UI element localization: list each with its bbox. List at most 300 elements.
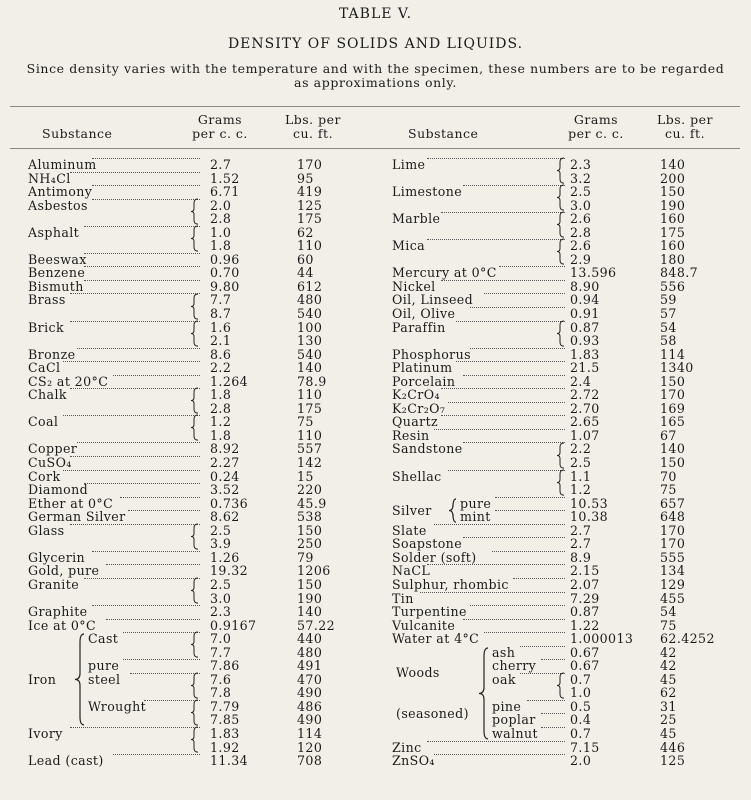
right-table-row xyxy=(370,551,735,565)
lbs-value: 490 xyxy=(297,712,323,728)
substance-name: CuSO₄ xyxy=(28,455,72,471)
range-brace xyxy=(190,319,200,351)
substance-name: Porcelain xyxy=(392,373,456,389)
grams-value: 1.92 xyxy=(210,739,240,755)
left-table-row xyxy=(0,605,365,619)
grams-value: 1.8 xyxy=(210,427,232,443)
substance-name: Sandstone xyxy=(392,441,463,457)
lbs-value: 114 xyxy=(660,346,686,362)
grams-value: 2.7 xyxy=(570,522,592,538)
grams-value: 0.67 xyxy=(570,644,600,660)
left-table-row xyxy=(0,537,365,551)
substance-name: Aluminum xyxy=(28,157,97,172)
substance-name: Lead (cast) xyxy=(28,753,104,769)
left-table-row xyxy=(0,510,365,524)
dot-leader xyxy=(463,375,565,376)
substance-name: Quartz xyxy=(392,414,439,430)
right-table-row xyxy=(370,727,735,741)
right-table-row xyxy=(370,199,735,213)
substance-name: CaCl xyxy=(28,360,61,376)
left-table-row xyxy=(0,564,365,578)
dot-leader xyxy=(63,361,200,362)
right-table-row xyxy=(370,348,735,362)
substance-name: Water at 4°C xyxy=(392,631,480,647)
right-table-row xyxy=(370,537,735,551)
substance-name: K₂Cr₂O₇ xyxy=(392,400,446,416)
lbs-value: 200 xyxy=(660,170,686,186)
grams-value: 0.5 xyxy=(570,698,592,714)
dot-leader xyxy=(484,632,565,633)
grams-value: 1.264 xyxy=(210,373,249,389)
right-table-row xyxy=(370,293,735,307)
lbs-value: 170 xyxy=(660,387,686,403)
dot-leader xyxy=(113,754,200,755)
substance-name: K₂CrO₄ xyxy=(392,387,440,403)
lbs-value: 190 xyxy=(297,590,323,606)
right-table-row xyxy=(370,334,735,348)
right-table-row xyxy=(370,564,735,578)
left-table-row xyxy=(0,483,365,497)
lbs-value: 165 xyxy=(660,414,686,430)
grams-value: 8.92 xyxy=(210,441,240,457)
substance-name: Ice at 0°C xyxy=(28,617,97,633)
grams-value: 0.9167 xyxy=(210,617,257,633)
grams-value: 8.62 xyxy=(210,509,240,525)
right-table-row xyxy=(370,321,735,335)
dot-leader xyxy=(427,741,565,742)
dot-leader xyxy=(427,158,565,159)
lbs-value: 125 xyxy=(660,753,686,769)
substance-name: Ivory xyxy=(28,725,63,741)
left-table-row xyxy=(0,524,365,538)
grams-value: 7.15 xyxy=(570,739,600,755)
left-table-row xyxy=(0,727,365,741)
range-brace xyxy=(190,576,200,608)
range-brace xyxy=(556,237,566,269)
substance-name: Ether at 0°C xyxy=(28,495,114,511)
left-lbs-header: Lbs. per cu. ft. xyxy=(284,112,342,141)
left-table-row xyxy=(0,253,365,267)
right-table-row xyxy=(370,239,735,253)
substance-name: mint xyxy=(460,509,491,525)
grams-value: 8.9 xyxy=(570,549,592,565)
lbs-value: 67 xyxy=(660,427,677,443)
dot-leader xyxy=(470,307,565,308)
right-table-row xyxy=(370,212,735,226)
grams-value: 2.8 xyxy=(210,400,232,416)
range-brace xyxy=(556,319,566,351)
lbs-value: 57 xyxy=(660,306,677,322)
substance-name: Mercury at 0°C xyxy=(392,265,497,281)
right-table-row xyxy=(370,361,735,375)
substance-name: Platinum xyxy=(392,360,453,376)
left-table-row xyxy=(0,307,365,321)
grams-value: 0.87 xyxy=(570,319,600,335)
dot-leader xyxy=(84,578,200,579)
left-table-row xyxy=(0,280,365,294)
grams-value: 2.3 xyxy=(570,157,592,172)
dot-leader xyxy=(470,605,565,606)
dot-leader xyxy=(520,646,565,647)
dot-leader xyxy=(70,321,200,322)
grams-value: 7.7 xyxy=(210,292,232,308)
right-table-row xyxy=(370,185,735,199)
dot-leader xyxy=(113,375,200,376)
lbs-value: 140 xyxy=(660,157,686,172)
lbs-value: 657 xyxy=(660,495,686,511)
left-table-row xyxy=(0,158,365,172)
lbs-value: 95 xyxy=(297,170,314,186)
grams-value: 19.32 xyxy=(210,563,249,579)
dot-leader xyxy=(128,510,200,511)
dot-leader xyxy=(70,388,200,389)
dot-leader xyxy=(456,321,565,322)
left-table-row xyxy=(0,442,365,456)
lbs-value: 555 xyxy=(660,549,686,565)
right-table-row xyxy=(370,266,735,280)
left-substance-header: Substance xyxy=(42,126,113,141)
silver-group-label: Silver xyxy=(392,502,432,518)
grams-value: 0.87 xyxy=(570,604,600,620)
lbs-value: 25 xyxy=(660,712,677,728)
right-table-row xyxy=(370,388,735,402)
substance-name: Limestone xyxy=(392,184,463,200)
dot-leader xyxy=(77,442,200,443)
substance-name: Glycerin xyxy=(28,549,86,565)
lbs-value: 540 xyxy=(297,346,323,362)
substance-name: Copper xyxy=(28,441,78,457)
grams-value: 1.0 xyxy=(210,224,232,240)
grams-value: 1.000013 xyxy=(570,631,634,647)
lbs-value: 57.22 xyxy=(297,617,336,633)
lbs-value: 42 xyxy=(660,658,677,674)
grams-value: 8.90 xyxy=(570,278,600,294)
grams-value: 0.7 xyxy=(570,725,592,741)
right-table-row xyxy=(370,741,735,755)
lbs-value: 1340 xyxy=(660,360,694,376)
grams-value: 7.85 xyxy=(210,712,240,728)
grams-value: 13.596 xyxy=(570,265,617,281)
dot-leader xyxy=(123,659,200,660)
lbs-value: 60 xyxy=(297,251,314,267)
grams-value: 2.6 xyxy=(570,238,592,254)
grams-value: 1.22 xyxy=(570,617,600,633)
dot-leader xyxy=(463,185,565,186)
grams-value: 11.34 xyxy=(210,753,249,769)
lbs-value: 45 xyxy=(660,725,677,741)
dot-leader xyxy=(123,632,200,633)
grams-value: 2.5 xyxy=(570,184,592,200)
grams-value: 2.7 xyxy=(570,536,592,552)
right-table-row xyxy=(370,280,735,294)
lbs-value: 180 xyxy=(660,251,686,267)
grams-value: 7.6 xyxy=(210,671,232,687)
dot-leader xyxy=(463,537,565,538)
lbs-value: 110 xyxy=(297,427,323,443)
table-number: TABLE V. xyxy=(338,6,413,22)
lbs-value: 250 xyxy=(297,536,323,552)
substance-name: Marble xyxy=(392,211,441,227)
dot-leader xyxy=(106,619,200,620)
grams-value: 2.0 xyxy=(210,197,232,213)
lbs-value: 648 xyxy=(660,509,686,525)
left-table-row xyxy=(0,239,365,253)
group-brace xyxy=(448,497,458,524)
left-table-row xyxy=(0,470,365,484)
substance-name: Gold, pure xyxy=(28,563,100,579)
lbs-value: 15 xyxy=(297,468,314,484)
grams-value: 2.15 xyxy=(570,563,600,579)
substance-name: steel xyxy=(88,671,121,687)
substance-name: pure xyxy=(88,658,120,674)
right-table-row xyxy=(370,226,735,240)
lbs-value: 540 xyxy=(297,306,323,322)
substance-name: Brick xyxy=(28,319,64,335)
substance-name: pure xyxy=(460,495,492,511)
right-table-row xyxy=(370,307,735,321)
grams-value: 0.67 xyxy=(570,658,600,674)
substance-name: Paraffin xyxy=(392,319,446,335)
lbs-value: 62 xyxy=(297,224,314,240)
grams-value: 1.6 xyxy=(210,319,232,335)
dot-leader xyxy=(484,293,565,294)
grams-value: 2.4 xyxy=(570,373,592,389)
lbs-value: 75 xyxy=(297,414,314,430)
grams-value: 7.86 xyxy=(210,658,240,674)
dot-leader xyxy=(84,226,200,227)
lbs-value: 150 xyxy=(297,576,323,592)
grams-value: 9.80 xyxy=(210,278,240,294)
dot-leader xyxy=(92,551,200,552)
lbs-value: 59 xyxy=(660,292,677,308)
right-table-row xyxy=(370,172,735,186)
substance-name: walnut xyxy=(492,725,538,741)
left-grams-header: Grams per c. c. xyxy=(192,112,248,141)
lbs-value: 170 xyxy=(660,536,686,552)
substance-name: NH₄Cl xyxy=(28,170,71,186)
lbs-value: 419 xyxy=(297,184,323,200)
left-table-row xyxy=(0,456,365,470)
lbs-value: 470 xyxy=(297,671,323,687)
dot-leader xyxy=(495,510,565,511)
substance-name: Tin xyxy=(392,590,414,606)
dot-leader xyxy=(441,280,565,281)
grams-value: 2.72 xyxy=(570,387,600,403)
grams-value: 2.0 xyxy=(570,753,592,769)
left-table-row xyxy=(0,497,365,511)
left-table-row xyxy=(0,551,365,565)
lbs-value: 75 xyxy=(660,617,677,633)
substance-name: Glass xyxy=(28,522,65,538)
dot-leader xyxy=(70,293,200,294)
dot-leader xyxy=(92,199,200,200)
lbs-value: 455 xyxy=(660,590,686,606)
left-column xyxy=(0,158,365,768)
grams-value: 7.8 xyxy=(210,685,232,701)
grams-value: 1.07 xyxy=(570,427,600,443)
dot-leader xyxy=(63,415,200,416)
right-table-row xyxy=(370,158,735,172)
right-table-row xyxy=(370,524,735,538)
left-table-row xyxy=(0,415,365,429)
lbs-value: 480 xyxy=(297,292,323,308)
right-table-row xyxy=(370,632,735,646)
dot-leader xyxy=(77,348,200,349)
grams-value: 2.2 xyxy=(570,441,592,457)
substance-name: oak xyxy=(492,671,516,687)
left-table-row xyxy=(0,361,365,375)
right-table-row xyxy=(370,646,735,660)
substance-name: Sulphur, rhombic xyxy=(392,576,509,592)
substance-name: Oil, Linseed xyxy=(392,292,474,308)
dot-leader xyxy=(541,727,565,728)
dot-leader xyxy=(70,524,200,525)
right-table-row xyxy=(370,415,735,429)
substance-name: Asphalt xyxy=(28,224,80,240)
lbs-value: 110 xyxy=(297,238,323,254)
right-grams-header: Grams per c. c. xyxy=(568,112,624,141)
dot-leader xyxy=(106,564,200,565)
lbs-value: 480 xyxy=(297,644,323,660)
table-intro: Since density varies with the temperature and with the specimen, these numbers are to be regarded as approximations only. xyxy=(26,61,725,90)
lbs-value: 175 xyxy=(297,211,323,227)
substance-name: cherry xyxy=(492,658,537,674)
dot-leader xyxy=(448,470,565,471)
grams-value: 3.52 xyxy=(210,482,240,498)
dot-leader xyxy=(427,239,565,240)
range-brace xyxy=(190,630,200,662)
dot-leader xyxy=(441,212,565,213)
lbs-value: 538 xyxy=(297,509,323,525)
grams-value: 10.38 xyxy=(570,509,609,525)
grams-value: 8.7 xyxy=(210,306,232,322)
right-table-row xyxy=(370,253,735,267)
grams-value: 1.0 xyxy=(570,685,592,701)
lbs-value: 160 xyxy=(660,211,686,227)
lbs-value: 220 xyxy=(297,482,323,498)
lbs-value: 170 xyxy=(297,157,323,172)
dot-leader xyxy=(441,388,565,389)
lbs-value: 142 xyxy=(297,455,323,471)
right-table-row xyxy=(370,456,735,470)
right-table-row xyxy=(370,429,735,443)
left-table-row xyxy=(0,375,365,389)
lbs-value: 110 xyxy=(297,387,323,403)
left-table-row xyxy=(0,402,365,416)
substance-name: Shellac xyxy=(392,468,442,484)
substance-name: poplar xyxy=(492,712,536,728)
left-table-row xyxy=(0,429,365,443)
left-table-row xyxy=(0,266,365,280)
lbs-value: 114 xyxy=(297,725,323,741)
grams-value: 2.27 xyxy=(210,455,240,471)
substance-name: Resin xyxy=(392,427,430,443)
lbs-value: 140 xyxy=(660,441,686,457)
substance-name: Brass xyxy=(28,292,66,308)
lbs-value: 31 xyxy=(660,698,677,714)
substance-name: Antimony xyxy=(28,184,93,200)
substance-name: Vulcanite xyxy=(392,617,456,633)
dot-leader xyxy=(84,280,200,281)
substance-name: Nickel xyxy=(392,278,436,294)
left-table-row xyxy=(0,646,365,660)
right-substance-header: Substance xyxy=(408,126,479,141)
dot-leader xyxy=(70,172,200,173)
grams-value: 3.0 xyxy=(210,590,232,606)
dot-leader xyxy=(456,361,565,362)
substance-name: Benzene xyxy=(28,265,86,281)
lbs-value: 190 xyxy=(660,197,686,213)
dot-leader xyxy=(448,402,565,403)
grams-value: 10.53 xyxy=(570,495,609,511)
substance-name: Chalk xyxy=(28,387,67,403)
substance-name: Coal xyxy=(28,414,59,430)
substance-name: Solder (soft) xyxy=(392,549,477,565)
dot-leader xyxy=(92,158,200,159)
right-table-row xyxy=(370,619,735,633)
left-table-row xyxy=(0,741,365,755)
substance-name: Oil, Olive xyxy=(392,306,456,322)
grams-value: 21.5 xyxy=(570,360,600,376)
dot-leader xyxy=(434,524,565,525)
grams-value: 7.7 xyxy=(210,644,232,660)
left-table-row xyxy=(0,293,365,307)
grams-value: 0.96 xyxy=(210,251,240,267)
left-table-row xyxy=(0,172,365,186)
right-table-row xyxy=(370,470,735,484)
lbs-value: 486 xyxy=(297,698,323,714)
lbs-value: 150 xyxy=(660,455,686,471)
grams-value: 0.7 xyxy=(570,671,592,687)
left-table-row xyxy=(0,348,365,362)
right-table-row xyxy=(370,442,735,456)
grams-value: 1.2 xyxy=(210,414,232,430)
group-brace xyxy=(74,632,86,727)
substance-name: Granite xyxy=(28,576,80,592)
woods-seasoned-label: (seasoned) xyxy=(396,705,469,721)
substance-name: Soapstone xyxy=(392,536,463,552)
right-table-row xyxy=(370,375,735,389)
grams-value: 2.07 xyxy=(570,576,600,592)
table-title: DENSITY OF SOLIDS AND LIQUIDS. xyxy=(227,36,524,52)
substance-name: Bismuth xyxy=(28,278,84,294)
left-table-row xyxy=(0,619,365,633)
dot-leader xyxy=(513,578,565,579)
grams-value: 1.1 xyxy=(570,468,592,484)
lbs-value: 134 xyxy=(660,563,686,579)
left-table-row xyxy=(0,212,365,226)
dot-leader xyxy=(541,659,565,660)
left-table-row xyxy=(0,659,365,673)
dot-leader xyxy=(70,727,200,728)
grams-value: 1.8 xyxy=(210,387,232,403)
left-table-row xyxy=(0,321,365,335)
right-table-row xyxy=(370,605,735,619)
dot-leader xyxy=(463,442,565,443)
grams-value: 1.8 xyxy=(210,238,232,254)
lbs-value: 62 xyxy=(660,685,677,701)
dot-leader xyxy=(470,348,565,349)
range-brace xyxy=(556,468,566,500)
right-table-row xyxy=(370,592,735,606)
substance-name: Zinc xyxy=(392,739,422,755)
lbs-value: 440 xyxy=(297,631,323,647)
grams-value: 1.83 xyxy=(570,346,600,362)
substance-name: ash xyxy=(492,644,516,660)
lbs-value: 848.7 xyxy=(660,265,699,281)
dot-leader xyxy=(420,592,565,593)
range-brace xyxy=(556,671,566,703)
